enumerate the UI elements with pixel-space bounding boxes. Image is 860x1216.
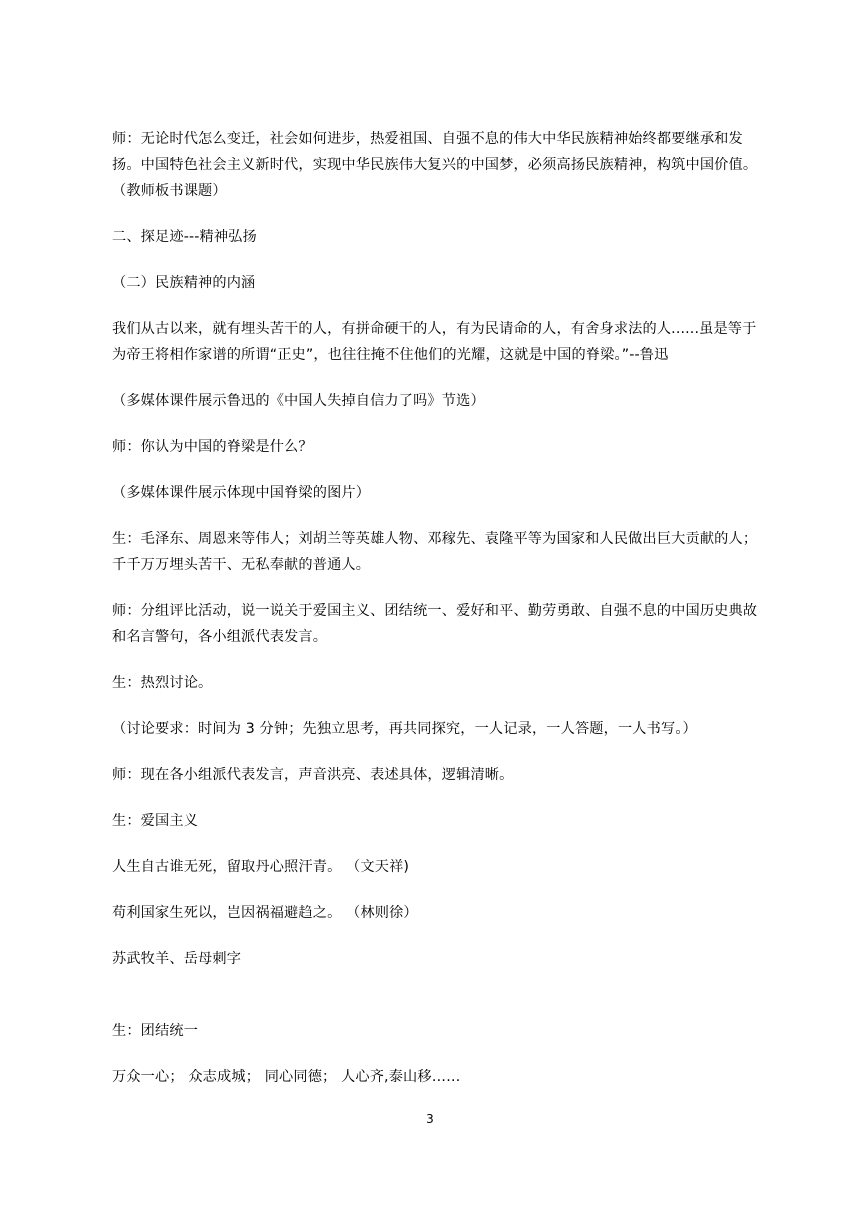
page-number: 3: [426, 1112, 434, 1126]
paragraph-patriotism-heading: 生：爱国主义: [112, 813, 199, 829]
quote-wen-tianxiang: 人生自古谁无死，留取丹心照汗青。 （文天祥): [112, 859, 410, 875]
paragraph-teacher-question: 师：你认为中国的脊梁是什么？: [112, 439, 313, 455]
paragraph-multimedia-excerpt: （多媒体课件展示鲁迅的《中国人失掉自信力了吗》节选）: [112, 393, 485, 409]
paragraph-student-answer: 生：毛泽东、周恩来等伟人；刘胡兰等英雄人物、邓稼先、袁隆平等为国家和人民做出巨大贡献的人；千千万万埋头苦干、无私奉献的普通人。: [112, 531, 758, 573]
paragraph-multimedia-images: （多媒体课件展示体现中国脊梁的图片）: [112, 485, 371, 501]
paragraph-unity-heading: 生：团结统一: [112, 1023, 199, 1039]
paragraph-luxun-quote: 我们从古以来，就有埋头苦干的人，有拼命硬干的人，有为民请命的人，有舍身求法的人......虽是等于为帝王将相作家谱的所谓“正史”，也往往掩不住他们的光耀，这就是中国的脊梁。”--鲁迅: [112, 321, 757, 363]
paragraph-historical-stories: 苏武牧羊、岳母刺字: [112, 951, 242, 967]
quote-lin-zexu: 苟利国家生死以，岂因祸福避趋之。 （林则徐）: [112, 905, 418, 921]
paragraph-discussion-requirements: （讨论要求：时间为 3 分钟；先独立思考，再共同探究，一人记录，一人答题，一人书写。）: [112, 721, 697, 737]
blank-line: [112, 992, 768, 1018]
page-content: [112, 126, 768, 1110]
paragraph-group-activity: 师：分组评比活动，说一说关于爱国主义、团结统一、爱好和平、勤劳勇敢、自强不息的中国历史典故和名言警句，各小组派代表发言。: [112, 603, 758, 645]
paragraph-unity-idioms: 万众一心； 众志成城； 同心同德； 人心齐,泰山移……: [112, 1069, 461, 1085]
subsection-heading: （二）民族精神的内涵: [112, 275, 256, 291]
paragraph-teacher-intro: 师：无论时代怎么变迁，社会如何进步，热爱祖国、自强不息的伟大中华民族精神始终都要继承和发扬。中国特色社会主义新时代，实现中华民族伟大复兴的中国梦，必须高扬民族精神，构筑中国价值。（教师板书课题）: [112, 131, 758, 199]
paragraph-student-discussion: 生：热烈讨论。: [112, 675, 213, 691]
paragraph-teacher-instruction: 师：现在各小组派代表发言，声音洪亮、表述具体，逻辑清晰。: [112, 767, 514, 783]
section-heading: 二、探足迹---精神弘扬: [112, 229, 257, 245]
